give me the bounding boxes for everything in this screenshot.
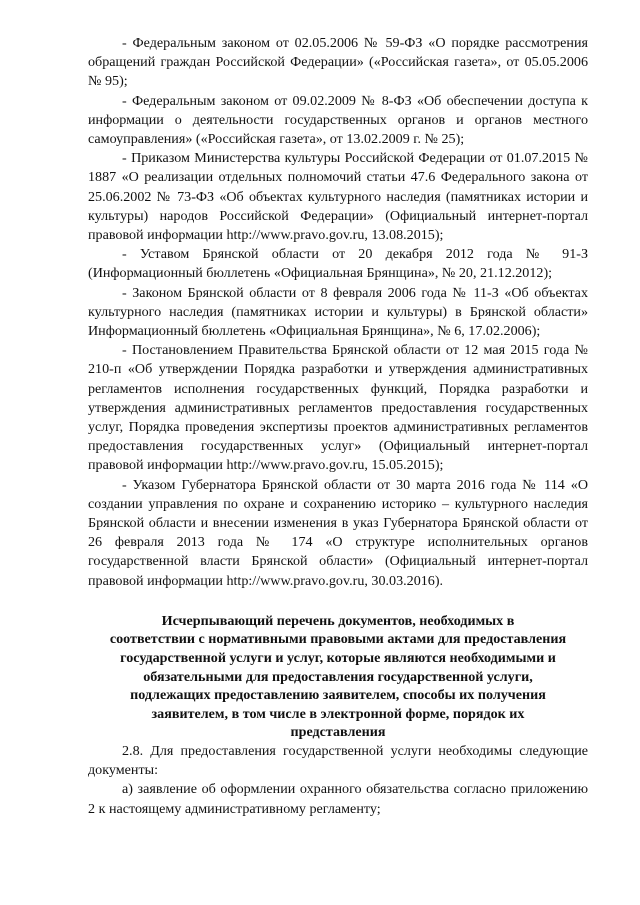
section-heading-line: подлежащих предоставлению заявителем, способы их получения <box>130 687 546 704</box>
legal-basis-item-2: - Федеральным законом от 09.02.2009 № 8-ФЗ «Об обеспечении доступа к информации о деятельности государственных органов и органов местного самоуправления» («Российская газета», от 13.02.2009 г. № 25); <box>88 92 588 148</box>
clause-2-8: 2.8. Для предоставления государственной услуги необходимы следующие документы: <box>88 743 588 779</box>
section-heading-line: государственной услуги и услуг, которые являются необходимыми и <box>120 650 556 667</box>
section-heading-line: соответствии с нормативными правовыми актами для предоставления <box>109 631 567 648</box>
legal-basis-item-6: - Постановлением Правительства Брянской области от 12 мая 2015 года № 210-п «Об утверждении Порядка разработки и утверждения административных регламентов исполнения государственных функций, Порядка разработки и утверждения административных регламентов предоставления государственных услуг, Порядка проведения экспертизы проектов административных регламентов предоставления государственных услуг» (Официальный интернет-портал правовой информации http://www.pravo.gov.ru, 15.05.2015); <box>88 342 588 474</box>
section-heading <box>88 612 588 742</box>
legal-basis-item-4: - Уставом Брянской области от 20 декабря 2012 года № 91-З (Информационный бюллетень «Официальная Брянщина», № 20, 21.12.2012); <box>88 246 588 282</box>
legal-basis-item-5: - Законом Брянской области от 8 февраля 2006 года № 11-З «Об объектах культурного наследия (памятниках истории и культуры) в Брянской области» Информационный бюллетень «Официальная Брянщина», № 6, 17.02.2006); <box>88 284 588 340</box>
section-heading-line: Исчерпывающий перечень документов, необходимых в <box>161 612 515 629</box>
section-heading-line: заявителем, в том числе в электронной форме, порядок их <box>151 705 525 722</box>
section-heading-line: обязательными для предоставления государственной услуги, <box>143 668 533 685</box>
legal-basis-item-3: - Приказом Министерства культуры Российской Федерации от 01.07.2015 № 1887 «О реализации отдельных полномочий статьи 47.6 Федерального закона от 25.06.2002 № 73-ФЗ «Об объектах культурного наследия (памятниках истории и культуры) народов Российской Федерации» (Официальный интернет-портал правовой информации http://www.pravo.gov.ru, 13.08.2015); <box>88 150 588 244</box>
document-page <box>88 34 588 819</box>
legal-basis-item-1: - Федеральным законом от 02.05.2006 № 59-ФЗ «О порядке рассмотрения обращений граждан Российской Федерации» («Российская газета», от 05.05.2006 № 95); <box>88 35 588 90</box>
clause-2-8-item-a: а) заявление об оформлении охранного обязательства согласно приложению 2 к настоящему административному регламенту; <box>88 781 588 817</box>
legal-basis-item-7: - Указом Губернатора Брянской области от 30 марта 2016 года № 114 «О создании управления по охране и сохранению историко – культурного наследия Брянской области и внесении изменения в указ Губернатора Брянской области от 26 февраля 2013 года № 174 «О структуре исполнительных органов государственной власти Брянской области» (Официальный интернет-портал правовой информации http://www.pravo.gov.ru, 30.03.2016). <box>88 476 588 589</box>
section-heading-line: представления <box>290 724 386 741</box>
